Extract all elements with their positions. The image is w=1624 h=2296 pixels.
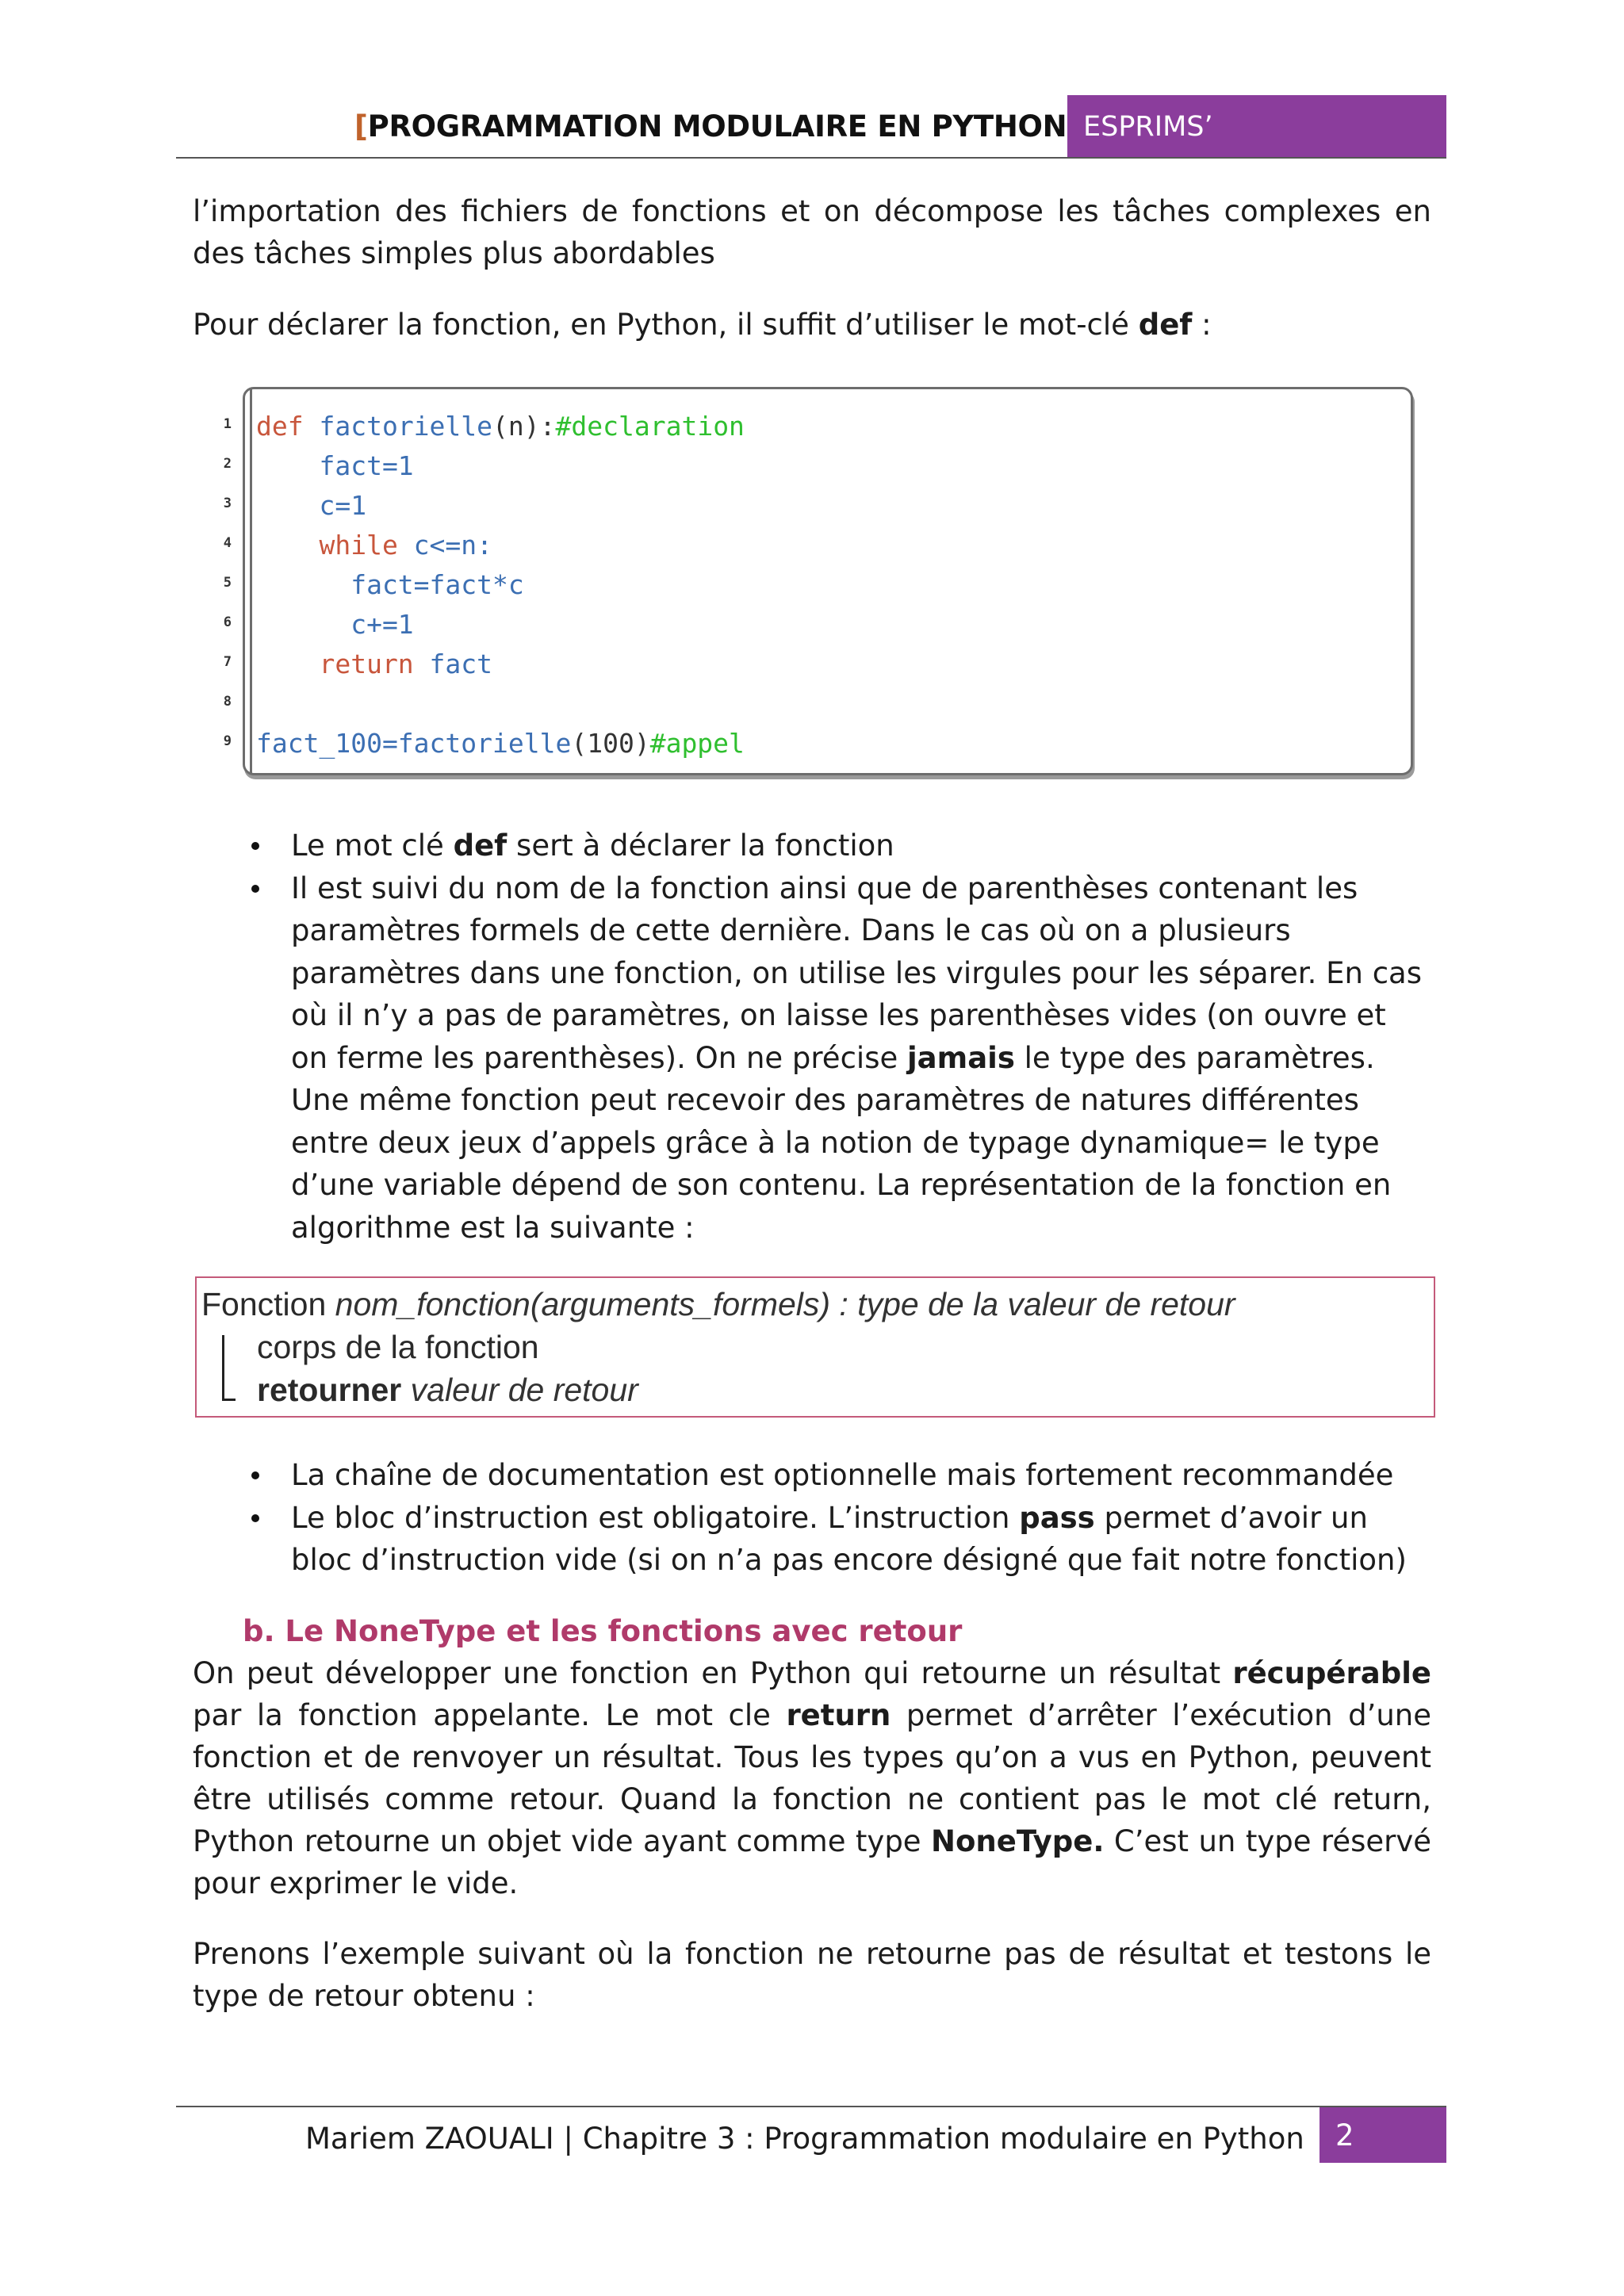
code-function-name: factorielle <box>303 411 493 442</box>
header-tag: ESPRIMS’ <box>1067 95 1446 157</box>
paragraph-bold: NoneType. <box>931 1824 1105 1858</box>
code-comment: #declaration <box>555 411 745 442</box>
paragraph-text: C’est un type réservé pour exprimer le vide. <box>193 1824 1431 1900</box>
code-keyword: while <box>256 530 398 561</box>
algorithm-return-text: valeur de retour <box>401 1372 638 1408</box>
line-number: 3 <box>223 496 232 511</box>
algorithm-signature-text: nom_fonction(arguments_formels) : type de la valeur de retour <box>326 1286 1235 1322</box>
code-params: (n): <box>492 411 556 442</box>
list-item-bold: def <box>453 828 508 863</box>
algorithm-bracket <box>222 1335 236 1401</box>
list-item-text: le type des paramètres. Une même fonction peut recevoir des paramètres de natures différentes entre deux jeux d’appels grâce à la notion de typage dynamique= le type d’une variable dépend de son contenu. La représentation de la fonction en algorithme est la suivante : <box>291 1040 1392 1245</box>
code-block <box>208 387 1413 777</box>
algorithm-signature <box>201 1286 1235 1323</box>
page-number: 2 <box>1320 2107 1446 2163</box>
list-item <box>240 1497 1430 1582</box>
intro-paragraph: l’importation des fichiers de fonctions et on décompose les tâches complexes en des tâches simples plus abordables <box>193 194 1431 270</box>
code-line-1 <box>256 407 1382 446</box>
header-title-text: PROGRAMMATION MODULAIRE EN PYTHON <box>367 109 1067 144</box>
code-frame <box>243 387 1413 775</box>
algorithm-return-keyword: retourner <box>257 1372 402 1408</box>
list-item <box>240 825 1430 867</box>
paragraph-text: par la fonction appelante. Le mot cle <box>193 1698 787 1732</box>
bullet-list-2 <box>240 1454 1430 1582</box>
code-line-9 <box>256 724 1382 763</box>
paragraph-text: On peut développer une fonction en Python qui retourne un résultat <box>193 1656 1233 1690</box>
code-line-6: c+=1 <box>256 609 414 640</box>
list-item-text: Le bloc d’instruction est obligatoire. L’instruction <box>291 1500 1020 1535</box>
list-item-text: sert à déclarer la fonction <box>507 828 894 863</box>
def-paragraph-prefix: Pour déclarer la fonction, en Python, il suffit d’utiliser le mot-clé <box>193 308 1139 342</box>
list-item <box>240 867 1430 1249</box>
code-line-5: fact=fact*c <box>256 569 524 600</box>
paragraph-bold: récupérable <box>1232 1656 1431 1690</box>
line-number: 1 <box>223 416 232 432</box>
code-comment: #appel <box>649 728 745 759</box>
line-number: 9 <box>223 733 232 749</box>
line-number: 6 <box>223 614 232 630</box>
header-title <box>354 109 1080 144</box>
list-item-bold: jamais <box>907 1040 1015 1075</box>
line-number: 7 <box>223 654 232 670</box>
code-keyword: return <box>256 649 414 679</box>
list-item-bold: pass <box>1019 1500 1095 1535</box>
code-line-2: fact=1 <box>256 450 414 481</box>
def-keyword: def <box>1138 308 1193 342</box>
code-line-7 <box>256 645 1382 684</box>
line-number: 5 <box>223 575 232 591</box>
code-keyword: def <box>256 411 304 442</box>
code-text: c<=n: <box>397 530 493 561</box>
algorithm-return <box>257 1372 638 1409</box>
algorithm-body: corps de la fonction <box>257 1329 539 1365</box>
algorithm-box <box>195 1276 1435 1418</box>
code-args: (100) <box>571 728 650 759</box>
list-item-text: Le mot clé <box>291 828 454 863</box>
def-paragraph-suffix: : <box>1192 308 1212 342</box>
code-line-3: c=1 <box>256 490 367 521</box>
code-lines <box>256 407 1382 763</box>
footer-divider <box>176 2106 1446 2107</box>
line-number: 2 <box>223 456 232 472</box>
line-number: 8 <box>223 694 232 710</box>
list-item: La chaîne de documentation est optionnelle mais fortement recommandée <box>240 1454 1430 1497</box>
nonetype-paragraph <box>193 1652 1431 1904</box>
header-bracket-open: [ <box>354 109 368 144</box>
footer-text: Mariem ZAOUALI | Chapitre 3 : Programmation modulaire en Python <box>305 2122 1304 2156</box>
section-heading: b. Le NoneType et les fonctions avec retour <box>243 1614 963 1648</box>
list-item-text: permet d’avoir un bloc d’instruction vide (si on n’a pas encore désigné que fait notre fonction) <box>291 1500 1407 1577</box>
bullet-list-1 <box>240 825 1430 1249</box>
code-line-4 <box>256 526 1382 565</box>
list-item-text: Il est suivi du nom de la fonction ainsi que de parenthèses contenant les paramètres formels de cette dernière. Dans le cas où on a plusieurs paramètres dans une fonction, on utilise les virgules pour les séparer. En cas où il n’y a pas de paramètres, on laisse les parenthèses vides (on ouvre et on ferme les parenthèses). On ne précise <box>291 871 1422 1075</box>
code-text: fact <box>413 649 493 679</box>
line-number: 4 <box>223 535 232 551</box>
code-line-8 <box>256 684 1382 724</box>
paragraph-bold: return <box>786 1698 891 1732</box>
line-number-gutter <box>208 404 232 761</box>
header-divider <box>176 157 1446 159</box>
page-header <box>176 95 1446 157</box>
def-paragraph <box>193 304 1431 346</box>
example-paragraph: Prenons l’exemple suivant où la fonction ne retourne pas de résultat et testons le type de retour obtenu : <box>193 1937 1431 2013</box>
algorithm-keyword: Fonction <box>201 1286 327 1322</box>
code-text: fact_100=factorielle <box>256 728 572 759</box>
paragraph-text: permet d’arrêter l’exécution d’une fonction et de renvoyer un résultat. Tous les types qu’on a vus en Python, peuvent être utilisés comme retour. Quand la fonction ne contient pas le mot clé return, Python retourne un objet vide ayant comme type <box>193 1698 1431 1858</box>
